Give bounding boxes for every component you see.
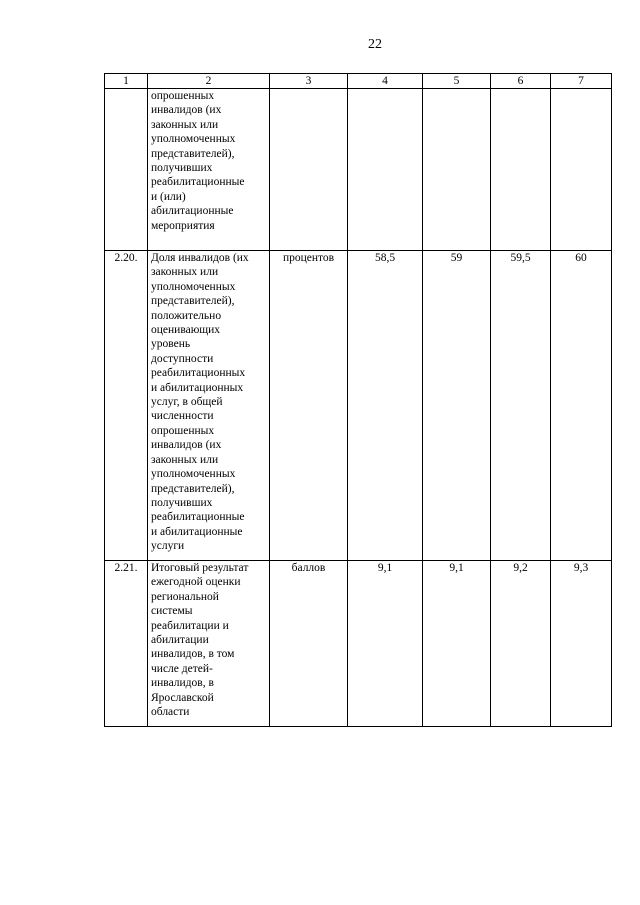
- header-cell: 2: [148, 74, 270, 89]
- header-cell: 4: [348, 74, 423, 89]
- table-row: [105, 89, 612, 251]
- indicator-name-cell: Доля инвалидов (их законных или уполномоченных представителей), положительно оценивающих уровень доступности реабилитационных и абилитационных услуг, в общей численности опрошенных инвалидов (их законных или уполномоченных представителей), получивших реабилитационные и абилитационные услуги: [148, 251, 270, 561]
- unit-cell: [270, 89, 348, 251]
- header-cell: 5: [423, 74, 491, 89]
- row-number-cell: 2.20.: [105, 251, 148, 561]
- indicator-name-cell: Итоговый результат ежегодной оценки региональной системы реабилитации и абилитации инвалидов, в том числе детей- инвалидов, в Ярославской области: [148, 561, 270, 727]
- value-cell-col7: [551, 89, 612, 251]
- value-cell-col6: 9,2: [491, 561, 551, 727]
- header-cell: 6: [491, 74, 551, 89]
- header-cell: 1: [105, 74, 148, 89]
- value-cell-col5: 59: [423, 251, 491, 561]
- value-cell-col6: 59,5: [491, 251, 551, 561]
- indicators-table: [104, 73, 612, 727]
- header-cell: 3: [270, 74, 348, 89]
- value-cell-col4: [348, 89, 423, 251]
- table-row: [105, 251, 612, 561]
- unit-cell: процентов: [270, 251, 348, 561]
- value-cell-col5: 9,1: [423, 561, 491, 727]
- indicator-name-cell: опрошенных инвалидов (их законных или уполномоченных представителей), получивших реабилитационные и (или) абилитационные мероприятия: [148, 89, 270, 251]
- table-row: [105, 561, 612, 727]
- unit-cell: баллов: [270, 561, 348, 727]
- table-header-row: [105, 74, 612, 89]
- row-number-cell: [105, 89, 148, 251]
- value-cell-col5: [423, 89, 491, 251]
- value-cell-col6: [491, 89, 551, 251]
- value-cell-col7: 60: [551, 251, 612, 561]
- row-number-cell: 2.21.: [105, 561, 148, 727]
- value-cell-col4: 9,1: [348, 561, 423, 727]
- page-number: 22: [368, 37, 382, 52]
- header-cell: 7: [551, 74, 612, 89]
- value-cell-col4: 58,5: [348, 251, 423, 561]
- value-cell-col7: 9,3: [551, 561, 612, 727]
